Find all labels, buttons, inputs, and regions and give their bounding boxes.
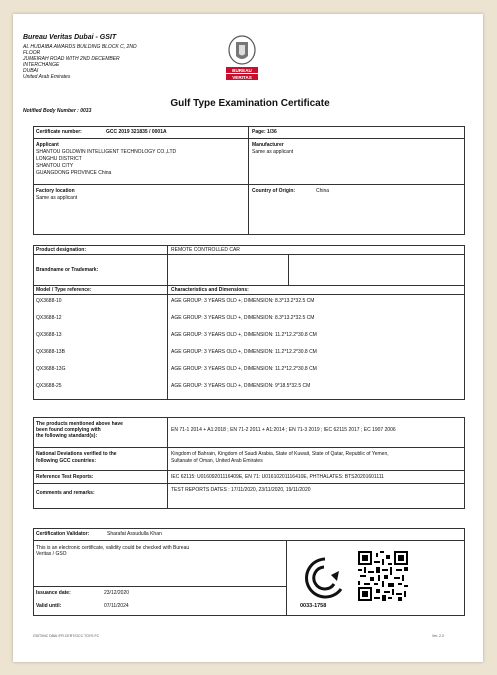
model-ref: QX3688-25 [36,383,62,389]
reference-reports-label: Reference Test Reports: [36,474,94,480]
model-characteristics: AGE GROUP: 3 YEARS OLD +, DIMENSION: 11.2*12.2*30.8 CM [171,332,317,338]
brandname-label: Brandname or Trademark: [36,267,99,273]
document-title: Gulf Type Examination Certificate [170,98,330,109]
page-number: Page: 1/36 [252,129,277,135]
electronic-note-line: Veritas / GSO [36,551,67,557]
footer-form-code: GSIT/INC DBAI /FR.CERT/GCC TOYS FC [33,634,100,638]
factory-location-value: Same as applicant [36,195,78,201]
standards-label-line: been found complying with [36,427,101,433]
applicant-line: GUANGDONG PROVINCE China [36,170,112,176]
gcc-conformity-mark [295,551,349,605]
country-of-origin-value: China [316,188,330,194]
issuance-date-value: 23/12/2020 [104,590,130,596]
issuer-address-line: INTERCHANGE [23,62,60,68]
certificate-number-label: Certificate number: [36,129,82,135]
country-of-origin-label: Country of Origin: [252,188,296,194]
issuance-date-label: Issuance date: [36,590,71,596]
issuer-address-line: JUMEIRAH ROAD WITH 2ND DECEMBER [23,56,120,62]
model-characteristics: AGE GROUP: 3 YEARS OLD +, DIMENSION: 9*18.5*32.5 CM [171,383,311,389]
applicant-label: Applicant [36,142,59,148]
qr-code[interactable] [358,551,408,601]
notified-body-number: Notified Body Number : 0033 [23,108,92,114]
applicant-line: SHANTOU GOLDWIN INTELLIGENT TECHNOLOGY CO.,LTD [36,149,177,155]
model-characteristics: AGE GROUP: 3 YEARS OLD +, DIMENSION: 8.3*13.2*32.5 CM [171,315,315,321]
manufacturer-value: Same as applicant [252,149,294,155]
bureau-veritas-logo [220,34,264,90]
product-designation-value: REMOTE CONTROLLED CAR [171,247,240,253]
model-ref: QX3688-13B [36,349,65,355]
deviations-value-line: Sultanate of Oman, United Arab Emirates [171,458,263,464]
logo-text-bottom: VERITAS [232,74,252,80]
applicant-line: SHANTOU CITY [36,163,74,169]
model-characteristics: AGE GROUP: 3 YEARS OLD +, DIMENSION: 11.2*12.2*30.8 CM [171,349,317,355]
characteristics-column-header: Characteristics and Dimensions: [171,287,249,293]
gcc-mark-number: 0033-1758 [300,603,327,609]
manufacturer-label: Manufacturer [252,142,284,148]
certificate-number-value: GCC 2019 321835 / 0001A [106,129,167,135]
issuer-address-line: AL HUDAIBA AWARDS BUILDING BLOCK C, 2ND [23,44,137,50]
comments-label: Comments and remarks: [36,490,95,496]
standards-label-line: the following standard(s): [36,433,98,439]
logo-text-top: BUREAU [232,67,252,73]
applicant-section [33,126,465,235]
issuer-name: Bureau Veritas Dubai - GSIT [23,34,117,41]
issuer-address-line: United Arab Emirates [23,74,71,80]
model-ref: QX3688-10 [36,298,62,304]
reference-reports-value: IEC 62115: U01609201116409E, EN 71: U01610201116410E, PHTHALATES: BTS20201601111 [171,474,384,480]
issuer-address-line: DUBAI [23,68,39,74]
comments-value: TEST REPORTS DATES : 17/11/2020, 23/11/2020, 19/11/2020 [171,487,311,493]
applicant-line: LONGHU DISTRICT [36,156,82,162]
deviations-value-line: Kingdom of Bahrain, Kingdom of Saudi Arabia, State of Kuwait, State of Qatar, Republic of Yemen, [171,451,389,457]
deviations-label-line: National Deviations verified to the [36,451,117,457]
validator-label: Certification Validator: [36,531,90,537]
electronic-note-line: This is an electronic certificate, validity could be checked with Bureau [36,545,190,551]
factory-location-label: Factory location [36,188,75,194]
model-characteristics: AGE GROUP: 3 YEARS OLD +, DIMENSION: 8.3*13.2*32.5 CM [171,298,315,304]
footer-version: Ver. 2.3 [432,634,444,638]
product-designation-label: Product designation: [36,247,86,253]
issuer-address-line: FLOOR [23,50,41,56]
standards-value: EN 71-1 2014 + A1:2018 ; EN 71-2 2011 + A1:2014 ; EN 71-3 2019 ; IEC 62115 2017 ; EC 1907 2006 [171,427,396,433]
deviations-label-line: following GCC countries: [36,458,96,464]
model-characteristics: AGE GROUP: 3 YEARS OLD +, DIMENSION: 11.2*12.2*30.8 CM [171,366,317,372]
model-ref: QX3688-12 [36,315,62,321]
model-ref: QX3688-13G [36,366,66,372]
valid-until-label: Valid until: [36,603,62,609]
model-column-header: Model / Type reference: [36,287,92,293]
validator-value: Sharafat Assudulla Khan [107,531,162,537]
model-ref: QX3688-13 [36,332,62,338]
standards-label-line: The products mentioned above have [36,421,123,427]
valid-until-value: 07/11/2024 [104,603,129,609]
